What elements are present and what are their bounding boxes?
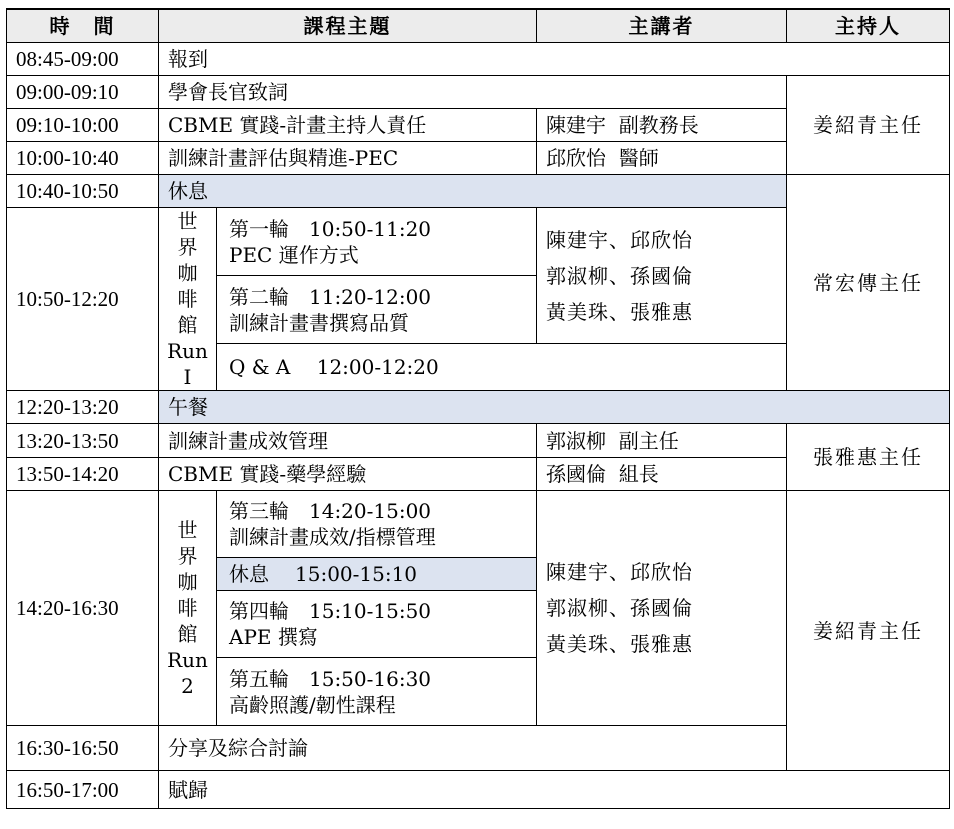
table-row	[7, 424, 950, 458]
table-row	[7, 76, 950, 109]
rest-cell: 休息 15:00-15:10	[217, 558, 537, 591]
time-cell: 10:00-10:40	[7, 142, 159, 175]
speaker-cell: 郭淑柳 副主任	[537, 424, 787, 458]
schedule-container	[6, 8, 949, 809]
round-cell: 第二輪 11:20-12:00 訓練計畫書撰寫品質	[217, 276, 537, 344]
speaker-cell: 孫國倫 組長	[537, 458, 787, 491]
topic-cell: 賦歸	[159, 771, 950, 809]
time-cell: 16:30-16:50	[7, 726, 159, 771]
table-row	[7, 771, 950, 809]
topic-cell: CBME 實踐-計畫主持人責任	[159, 109, 537, 142]
time-cell: 13:50-14:20	[7, 458, 159, 491]
time-cell: 16:50-17:00	[7, 771, 159, 809]
topic-cell: 訓練計畫評估與精進-PEC	[159, 142, 537, 175]
speaker-cell: 邱欣怡 醫師	[537, 142, 787, 175]
time-cell: 08:45-09:00	[7, 43, 159, 76]
host-cell: 常宏傳主任	[787, 175, 950, 391]
time-cell: 14:20-16:30	[7, 491, 159, 726]
topic-cell: 訓練計畫成效管理	[159, 424, 537, 458]
topic-cell: 休息	[159, 175, 787, 208]
speaker-cell: 陳建宇、邱欣怡 郭淑柳、孫國倫 黃美珠、張雅惠	[537, 208, 787, 344]
host-cell: 姜紹青主任	[787, 76, 950, 175]
header-host: 主持人	[787, 9, 950, 43]
time-cell: 09:00-09:10	[7, 76, 159, 109]
header-time: 時 間	[7, 9, 159, 43]
header-speaker: 主講者	[537, 9, 787, 43]
qa-cell: Q & A 12:00-12:20	[217, 344, 787, 391]
topic-cell: 午餐	[159, 391, 950, 424]
time-cell: 10:50-12:20	[7, 208, 159, 391]
host-cell: 張雅惠主任	[787, 424, 950, 491]
speaker-cell: 陳建宇、邱欣怡 郭淑柳、孫國倫 黃美珠、張雅惠	[537, 491, 787, 726]
break-row	[7, 175, 950, 208]
speaker-cell: 陳建宇 副教務長	[537, 109, 787, 142]
topic-cell: CBME 實踐-藥學經驗	[159, 458, 537, 491]
time-cell: 13:20-13:50	[7, 424, 159, 458]
time-cell: 12:20-13:20	[7, 391, 159, 424]
round-cell: 第三輪 14:20-15:00 訓練計畫成效/指標管理	[217, 491, 537, 558]
topic-cell: 報到	[159, 43, 950, 76]
host-cell: 姜紹青主任	[787, 491, 950, 771]
header-row	[7, 9, 950, 43]
topic-cell: 學會長官致詞	[159, 76, 787, 109]
world-cafe-label: 世 界 咖 啡 館 Run I	[159, 208, 217, 391]
round-cell: 第四輪 15:10-15:50 APE 撰寫	[217, 591, 537, 658]
schedule-table	[6, 8, 950, 809]
round-cell: 第五輪 15:50-16:30 高齡照護/韌性課程	[217, 658, 537, 726]
round-cell: 第一輪 10:50-11:20 PEC 運作方式	[217, 208, 537, 276]
topic-cell: 分享及綜合討論	[159, 726, 787, 771]
table-row	[7, 43, 950, 76]
header-topic: 課程主題	[159, 9, 537, 43]
time-cell: 09:10-10:00	[7, 109, 159, 142]
world-cafe-label: 世 界 咖 啡 館 Run 2	[159, 491, 217, 726]
cafe-row	[7, 491, 950, 558]
time-cell: 10:40-10:50	[7, 175, 159, 208]
break-row	[7, 391, 950, 424]
